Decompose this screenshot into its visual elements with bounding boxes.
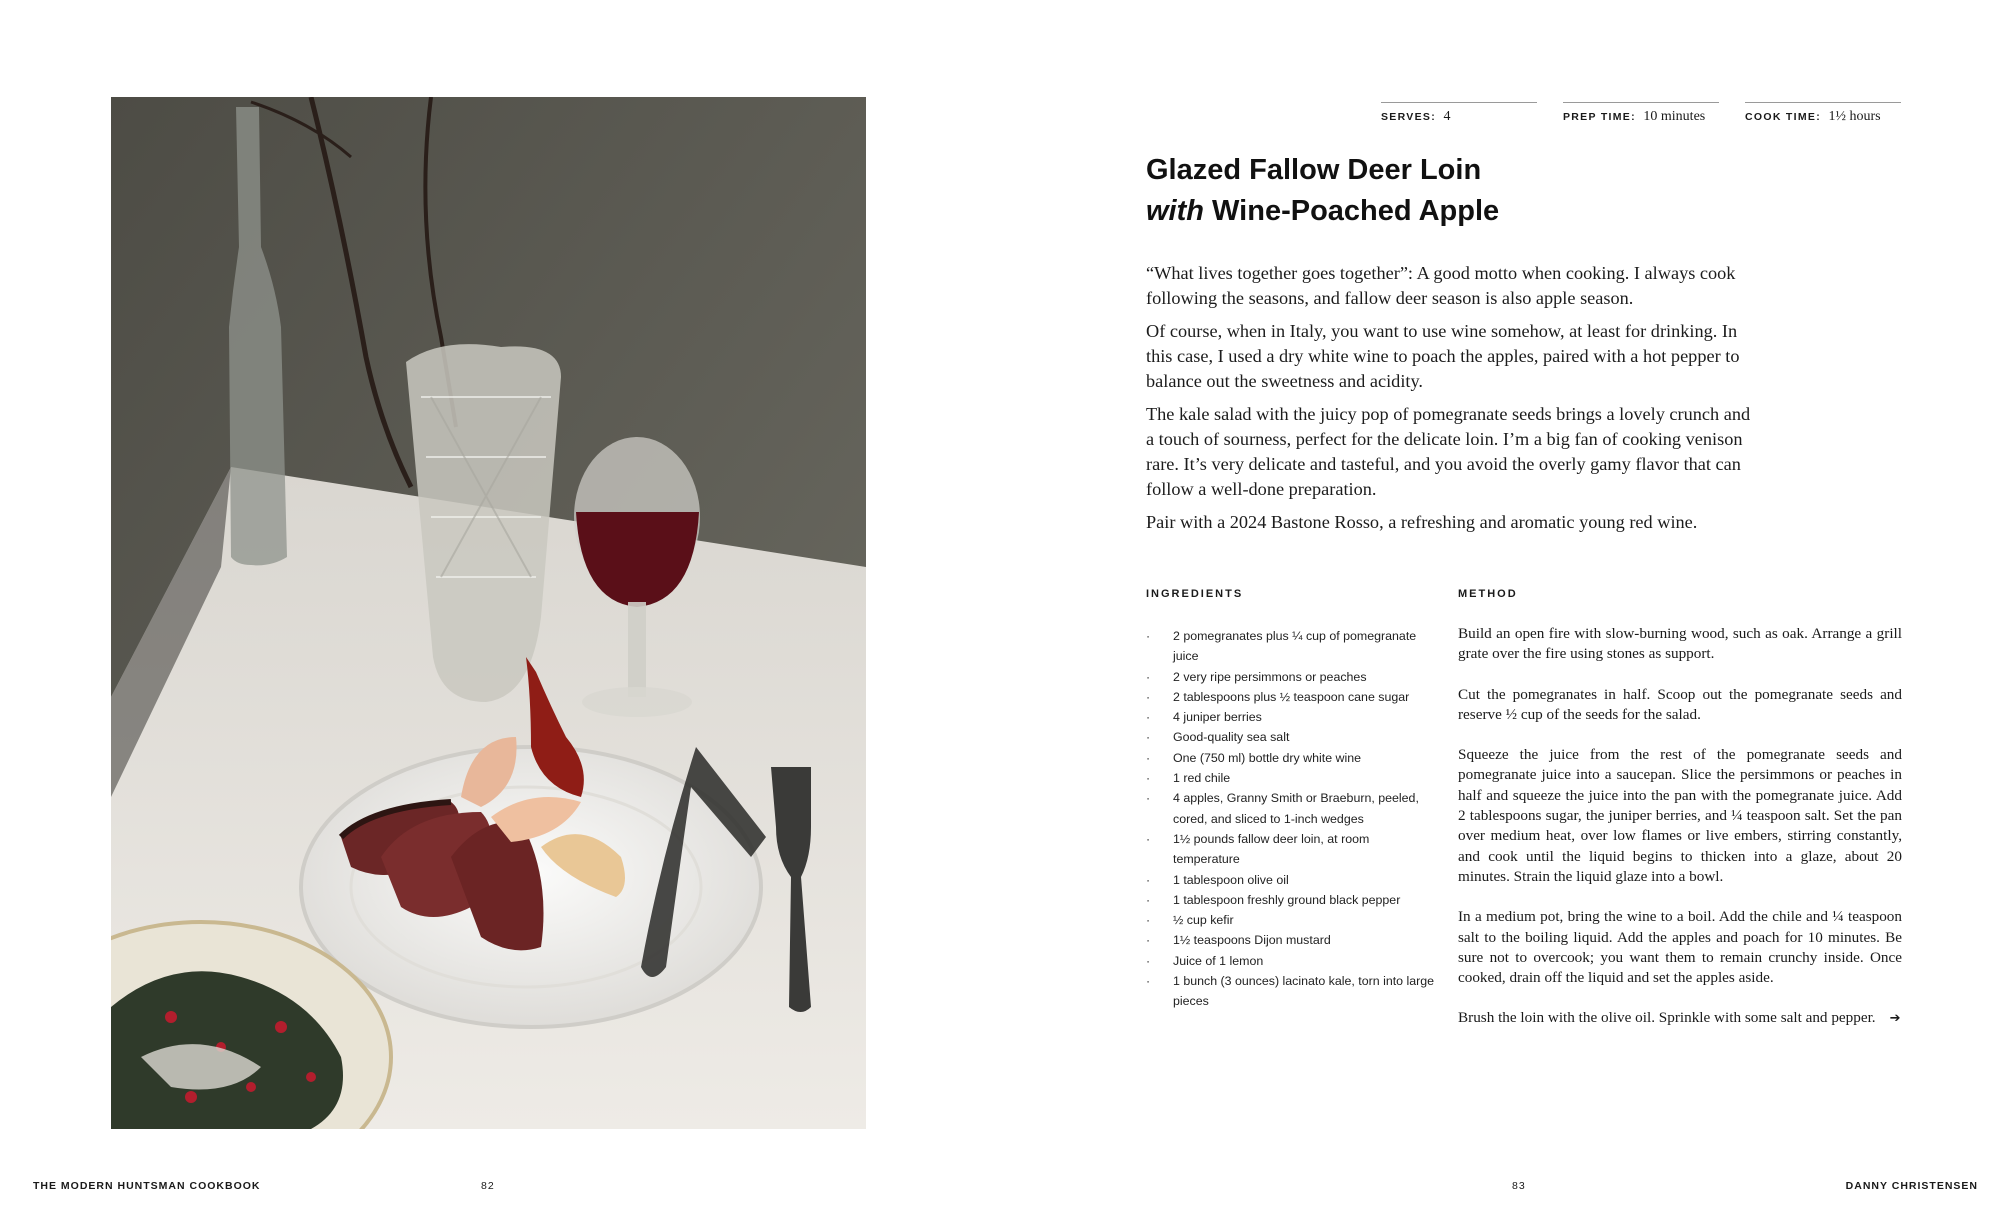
- bullet: ·: [1146, 669, 1151, 684]
- serves-label: SERVES:: [1381, 111, 1437, 123]
- ingredient-text: 1½ teaspoons Dijon mustard: [1173, 933, 1331, 948]
- bullet: ·: [1146, 750, 1151, 765]
- serves-value: 4: [1443, 109, 1451, 124]
- prep-time-value: 10 minutes: [1643, 109, 1706, 124]
- footer-author: DANNY CHRISTENSEN: [1845, 1180, 1978, 1192]
- wine-glass-foot: [582, 687, 692, 717]
- method-step: In a medium pot, bring the wine to a boil. Add the chile and ¼ teaspoon salt to the boiling liquid. Add the apples and poach for 10 minutes. Be sure not to overcook; you want them to remain crunchy inside. Once cooked, drain off the liquid and set the apples aside.: [1458, 908, 1902, 987]
- page-number-right: 83: [1512, 1180, 1526, 1192]
- method-step-last: [1458, 1008, 1902, 1029]
- ingredient-text: 1 tablespoon olive oil: [1173, 872, 1289, 887]
- bullet: ·: [1146, 730, 1151, 745]
- ingredient-item: [1146, 748, 1436, 768]
- bullet: ·: [1146, 710, 1151, 725]
- ingredient-text: One (750 ml) bottle dry white wine: [1173, 750, 1362, 765]
- wine-glass-stem: [628, 602, 646, 697]
- method-step: Build an open fire with slow-burning wood, such as oak. Arrange a grill grate over the fire using stones as support.: [1458, 625, 1902, 663]
- cook-time-value: 1½ hours: [1828, 109, 1881, 124]
- method-heading: METHOD: [1458, 588, 1518, 600]
- recipe-photo-illustration: [111, 97, 866, 1129]
- prep-time-label: PREP TIME:: [1563, 111, 1636, 123]
- bullet: ·: [1146, 933, 1151, 948]
- recipe-intro: [1146, 261, 1751, 543]
- cook-time-label: COOK TIME:: [1745, 111, 1821, 123]
- ingredient-item: [1146, 890, 1436, 910]
- title-line-1: Glazed Fallow Deer Loin: [1146, 154, 1482, 186]
- bullet: ·: [1146, 831, 1151, 846]
- intro-paragraph: The kale salad with the juicy pop of pomegranate seeds brings a lovely crunch and a touch of sourness, perfect for the delicate loin. I’m a big fan of cooking venison rare. It’s very delicate and tasteful, and you avoid the overly gamy flavor that can follow a well-done preparation.: [1146, 404, 1751, 499]
- bullet: ·: [1146, 974, 1151, 989]
- ingredient-item: [1146, 910, 1436, 930]
- recipe-title: [1146, 150, 1499, 232]
- method-steps: [1458, 624, 1902, 1050]
- footer-book-title: THE MODERN HUNTSMAN COOKBOOK: [33, 1180, 261, 1192]
- ingredient-text: ½ cup kefir: [1173, 913, 1234, 928]
- ingredient-text: 1 bunch (3 ounces) lacinato kale, torn into large pieces: [1173, 974, 1435, 1009]
- ingredient-text: 2 tablespoons plus ½ teaspoon cane sugar: [1173, 689, 1410, 704]
- ingredient-text: 2 pomegranates plus ¼ cup of pomegranate juice: [1173, 629, 1417, 664]
- continue-arrow-icon: ➔: [1889, 1011, 1901, 1027]
- method-step: Brush the loin with the olive oil. Sprinkle with some salt and pepper.: [1458, 1009, 1876, 1027]
- page-number-left: 82: [481, 1180, 495, 1192]
- ingredient-item: [1146, 727, 1436, 747]
- method-step: Cut the pomegranates in half. Scoop out the pomegranate seeds and reserve ½ cup of the seeds for the salad.: [1458, 685, 1902, 723]
- bullet: ·: [1146, 953, 1151, 968]
- ingredient-text: 1 red chile: [1173, 771, 1231, 786]
- ingredient-item: [1146, 951, 1436, 971]
- ingredient-item: [1146, 768, 1436, 788]
- ingredient-text: 4 juniper berries: [1173, 710, 1262, 725]
- ingredient-item: [1146, 667, 1436, 687]
- method-step: Squeeze the juice from the rest of the pomegranate seeds and pomegranate juice into a saucepan. Slice the persimmons or peaches in half and squeeze the juice into the pan with the pomegranate juice. Add 2 tablespoons sugar, the juniper berries, and ¼ teaspoon salt. Set the pan over medium heat, over low flames or live embers, stirring constantly, and cook until the liquid begins to thicken into a glaze, about 20 minutes. Strain the liquid glaze into a bowl.: [1458, 746, 1902, 885]
- bullet: ·: [1146, 771, 1151, 786]
- ingredient-text: 4 apples, Granny Smith or Braeburn, peeled, cored, and sliced to 1-inch wedges: [1173, 791, 1419, 826]
- title-with: with: [1146, 195, 1204, 227]
- ingredient-item: [1146, 788, 1436, 829]
- ingredients-list: [1146, 626, 1436, 1012]
- ingredient-item: [1146, 707, 1436, 727]
- prep-time: [1563, 102, 1719, 126]
- ingredient-text: Good-quality sea salt: [1173, 730, 1290, 745]
- bullet: ·: [1146, 872, 1151, 887]
- recipe-meta: [1381, 102, 1901, 126]
- ingredient-text: 1½ pounds fallow deer loin, at room temperature: [1173, 831, 1370, 867]
- ingredient-item: [1146, 930, 1436, 950]
- recipe-photo: [111, 97, 866, 1129]
- ingredients-heading: INGREDIENTS: [1146, 588, 1244, 600]
- bullet: ·: [1146, 913, 1151, 928]
- ingredient-item: [1146, 829, 1436, 870]
- ingredient-text: 1 tablespoon freshly ground black pepper: [1173, 892, 1401, 907]
- ingredient-text: 2 very ripe persimmons or peaches: [1173, 669, 1367, 684]
- bullet: ·: [1146, 791, 1151, 806]
- intro-paragraph: “What lives together goes together”: A good motto when cooking. I always cook following the seasons, and fallow deer season is also apple season.: [1146, 263, 1736, 308]
- title-line-2: Wine-Poached Apple: [1204, 195, 1500, 227]
- ingredient-item: [1146, 971, 1436, 1012]
- ingredient-text: Juice of 1 lemon: [1173, 953, 1264, 968]
- bullet: ·: [1146, 629, 1151, 643]
- serves: [1381, 102, 1537, 126]
- ingredient-item: [1146, 870, 1436, 890]
- intro-paragraph: Of course, when in Italy, you want to use wine somehow, at least for drinking. In this case, I used a dry white wine to poach the apples, paired with a hot pepper to balance out the sweetness and acidity.: [1146, 321, 1740, 391]
- ingredient-item: [1146, 626, 1436, 667]
- bullet: ·: [1146, 689, 1151, 704]
- ingredient-item: [1146, 687, 1436, 707]
- bullet: ·: [1146, 892, 1151, 907]
- cook-time: [1745, 102, 1901, 126]
- intro-paragraph: Pair with a 2024 Bastone Rosso, a refreshing and aromatic young red wine.: [1146, 512, 1698, 532]
